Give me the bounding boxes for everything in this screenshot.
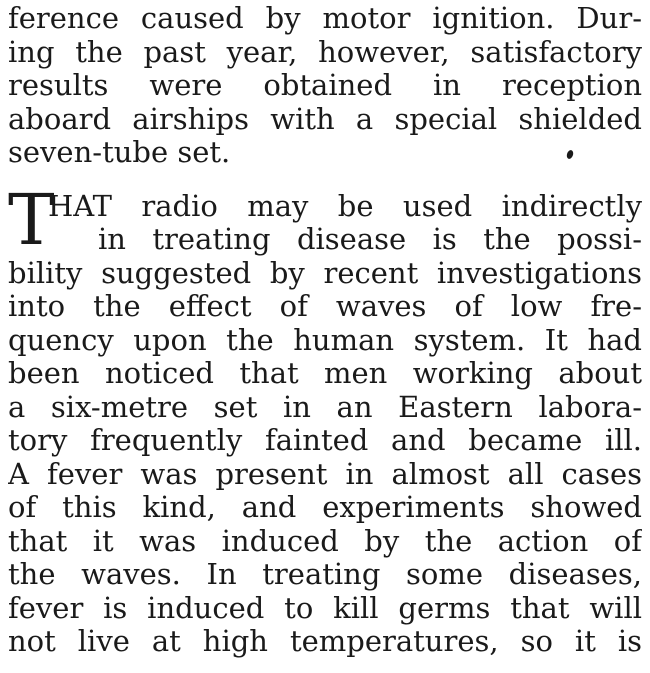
text-line: results were obtained in reception [8, 69, 642, 102]
text-line: a six-metre set in an Eastern labora- [8, 390, 642, 424]
newspaper-clipping [8, 2, 642, 659]
text-line: ing the past year, however, satisfactory [8, 35, 642, 69]
text-line: A fever was present in almost all cases [8, 457, 642, 491]
paragraph-1 [8, 2, 642, 170]
drop-cap: T [8, 178, 55, 261]
text-line: into the effect of waves of low fre- [8, 290, 642, 323]
text-line: been noticed that men working about [8, 357, 642, 390]
text-line: quency upon the human system. It had [8, 323, 642, 357]
text-line: ference caused by motor ignition. Dur- [8, 2, 642, 35]
text-line: aboard airships with a special shielded [8, 102, 642, 136]
paragraph-spacer [8, 170, 642, 190]
text-line: that it was induced by the action of [8, 524, 642, 558]
text-line: bility suggested by recent investigations [8, 256, 642, 290]
text-line: in treating disease is the possi- [98, 223, 642, 256]
text-line: not live at high temperatures, so it is [8, 625, 642, 658]
text-line: tory frequently fainted and became ill. [8, 424, 642, 457]
text-line: HAT radio may be used indirectly [48, 189, 642, 223]
text-line: the waves. In treating some diseases, [8, 558, 642, 591]
text-line: fever is induced to kill germs that will [8, 591, 642, 625]
paragraph-2 [8, 178, 642, 659]
text-line: seven-tube set. [8, 136, 231, 169]
text-line: of this kind, and experiments showed [8, 491, 642, 524]
